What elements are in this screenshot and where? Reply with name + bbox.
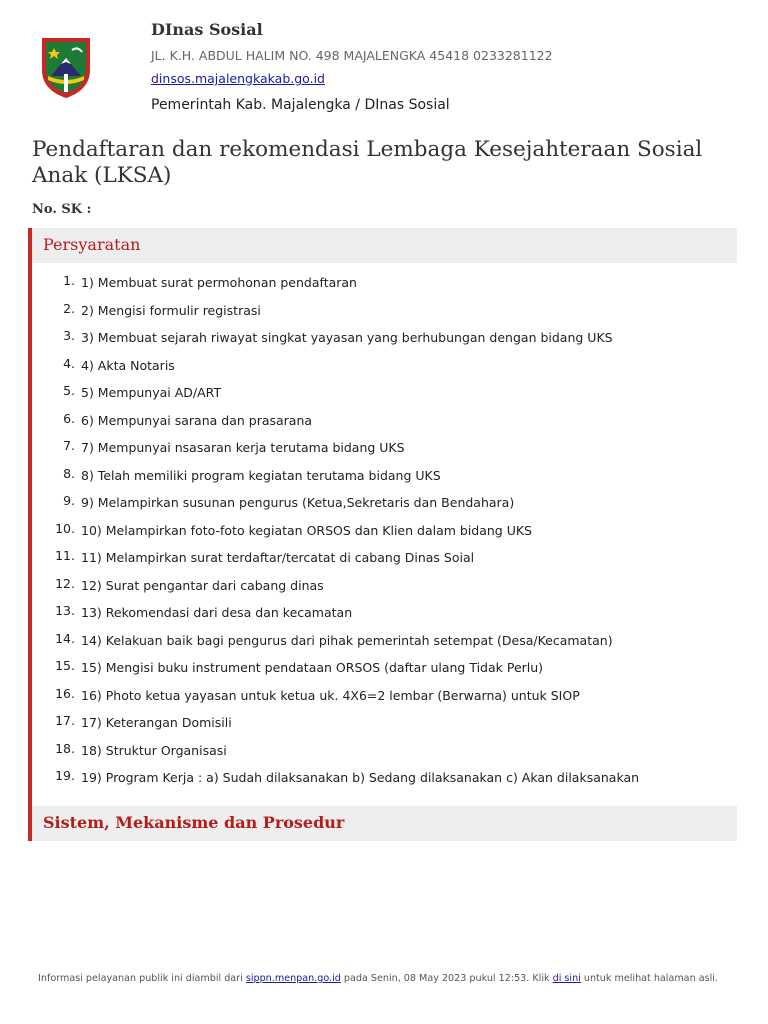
requirement-number: 1. [63, 273, 75, 288]
footer-text-after: untuk melihat halaman asli. [580, 973, 718, 984]
requirement-item [32, 435, 737, 463]
requirement-text: 9) Melampirkan susunan pengurus (Ketua,Sekretaris dan Bendahara) [81, 495, 515, 510]
requirement-text: 18) Struktur Organisasi [81, 742, 227, 758]
requirement-item [32, 573, 737, 601]
requirement-number: 19. [55, 768, 75, 783]
requirement-text: 3) Membuat sejarah riwayat singkat yayasan yang berhubungan dengan bidang UKS [81, 330, 613, 345]
requirements-list [32, 270, 737, 793]
requirement-item [32, 518, 737, 546]
requirement-item [32, 490, 737, 518]
requirement-item [32, 353, 737, 381]
requirement-number: 17. [55, 713, 75, 728]
source-footer [0, 973, 756, 984]
source-link[interactable]: sippn.menpan.go.id [245, 973, 341, 984]
requirement-number: 5. [63, 383, 75, 398]
requirement-text: 2) Mengisi formulir registrasi [81, 302, 261, 318]
requirement-item [32, 628, 737, 656]
organization-name: DInas Sosial [151, 20, 263, 39]
requirement-item [32, 298, 737, 326]
sk-number-label: No. SK : [32, 202, 92, 217]
requirement-number: 8. [63, 465, 75, 481]
requirement-item [32, 683, 737, 711]
requirement-item [32, 600, 737, 628]
footer-text-middle: pada Senin, 08 May 2023 pukul 12:53. Klik [340, 973, 553, 984]
requirement-text: 19) Program Kerja : a) Sudah dilaksanakan b) Sedang dilaksanakan c) Akan dilaksanakan [81, 770, 640, 785]
majalengka-emblem-icon [36, 34, 96, 100]
requirement-number: 6. [63, 410, 75, 426]
requirement-text: 12) Surat pengantar dari cabang dinas [81, 577, 324, 593]
requirement-text: 16) Photo ketua yayasan untuk ketua uk. 4X6=2 lembar (Berwarna) untuk SIOP [81, 687, 580, 703]
requirement-item [32, 463, 737, 491]
requirement-number: 4. [63, 355, 75, 371]
requirement-item [32, 738, 737, 766]
requirement-number: 11. [55, 548, 75, 563]
organization-website-link[interactable]: dinsos.majalengkakab.go.id [151, 71, 325, 86]
requirement-item [32, 325, 737, 353]
requirement-text: 1) Membuat surat permohonan pendaftaran [81, 275, 357, 290]
system-procedure-heading: Sistem, Mekanisme dan Prosedur [32, 806, 737, 841]
requirement-text: 6) Mempunyai sarana dan prasarana [81, 412, 313, 428]
page-title: Pendaftaran dan rekomendasi Lembaga Kesejahteraan Sosial Anak (LKSA) [32, 137, 703, 188]
requirements-heading: Persyaratan [32, 228, 737, 263]
requirement-text: 14) Kelakuan baik bagi pengurus dari pihak pemerintah setempat (Desa/Kecamatan) [81, 632, 613, 648]
requirement-item [32, 408, 737, 436]
footer-text-before: Informasi pelayanan publik ini diambil dari [38, 973, 246, 984]
requirement-number: 14. [55, 630, 75, 646]
requirement-text: 17) Keterangan Domisili [81, 715, 232, 730]
requirement-number: 16. [55, 685, 75, 701]
requirement-number: 9. [63, 493, 75, 508]
requirement-item [32, 710, 737, 738]
requirement-text: 7) Mempunyai nsasaran kerja terutama bidang UKS [81, 440, 405, 455]
requirement-text: 11) Melampirkan surat terdaftar/tercatat di cabang Dinas Soial [81, 550, 475, 565]
original-page-link[interactable]: di sini [552, 973, 581, 984]
requirement-text: 5) Mempunyai AD/ART [81, 385, 222, 400]
requirement-number: 7. [63, 438, 75, 453]
requirement-number: 13. [55, 603, 75, 618]
requirement-item [32, 655, 737, 683]
requirement-item [32, 270, 737, 298]
requirement-number: 18. [55, 740, 75, 756]
breadcrumb: Pemerintah Kab. Majalengka / DInas Sosial [151, 97, 450, 113]
requirement-number: 12. [55, 575, 75, 591]
requirement-text: 8) Telah memiliki program kegiatan terutama bidang UKS [81, 467, 441, 483]
organization-address: JL. K.H. ABDUL HALIM NO. 498 MAJALENGKA 45418 0233281122 [151, 48, 553, 63]
requirement-text: 10) Melampirkan foto-foto kegiatan ORSOS dan Klien dalam bidang UKS [81, 522, 532, 538]
requirement-text: 4) Akta Notaris [81, 357, 175, 373]
requirement-number: 3. [63, 328, 75, 343]
requirement-text: 13) Rekomendasi dari desa dan kecamatan [81, 605, 353, 620]
requirement-text: 15) Mengisi buku instrument pendataan ORSOS (daftar ulang Tidak Perlu) [81, 660, 544, 675]
requirement-number: 2. [63, 300, 75, 316]
requirement-item [32, 545, 737, 573]
requirement-number: 15. [55, 658, 75, 673]
requirement-number: 10. [55, 520, 75, 536]
requirement-item [32, 380, 737, 408]
requirement-item [32, 765, 737, 793]
